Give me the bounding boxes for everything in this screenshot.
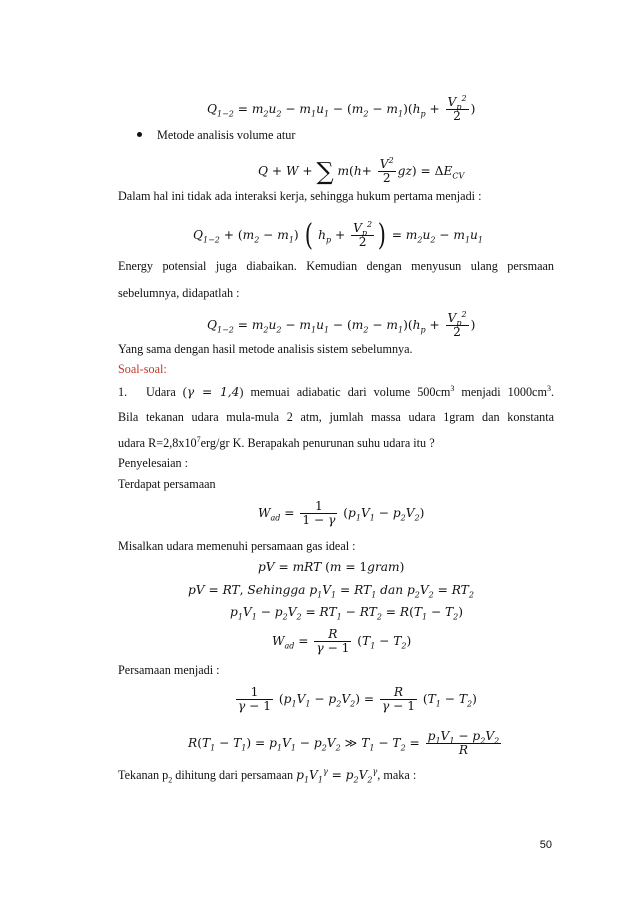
equation-first-law-simplified: $Q_{1-2} + (m_2 - m_1)$ ( $h_p$ + $\frac{V_p^2}{2}$ ) = $m_2u_2 - m_1u_1$	[193, 217, 483, 253]
bullet-method-text: Metode analisis volume atur	[157, 128, 296, 142]
paragraph-no-work: Dalam hal ini tidak ada interaksi kerja, sehingga hukum pertama menjadi :	[118, 189, 482, 203]
equation-state-relations: pV = RT, Sehingga $p_1V_1 = RT_1$ dan $p_2V_2 = RT_2$	[188, 583, 474, 600]
equation-becomes-label: Persamaan menjadi :	[118, 663, 220, 677]
equation-first-law-system: $Q_{1-2} = m_2u_2 - m_1u_1 - (m_2 - m_1)(h_p$ + $\frac{V_p^2}{2}$ )	[207, 93, 476, 123]
problem-line-2: Bila tekanan udara mula-mula 2 atm, jumlah massa udara 1gram dan konstanta	[118, 410, 554, 424]
equation-adiabatic-pressure: $p_1V_1^\gamma = p_2V_2^\gamma$	[296, 766, 378, 785]
page-number: 50	[539, 839, 552, 851]
paragraph-energy-line2: sebelumnya, didapatlah :	[118, 286, 240, 300]
gamma-value: γ = 1,4	[186, 385, 240, 399]
solution-label: Penyelesaian :	[118, 456, 189, 470]
equation-rearranged: $Q_{1-2} = m_2u_2 - m_1u_1 - (m_2 - m_1)(h_p$ + $\frac{V_p^2}{2}$ )	[207, 309, 476, 339]
bullet-point	[137, 132, 142, 137]
section-title-problems: Soal-soal:	[118, 362, 167, 376]
paragraph-energy-line1: Energy potensial juga diabaikan. Kemudian dengan menyusun ulang persmaan	[118, 259, 554, 273]
equation-difference: $p_1V_1 - p_2V_2 = RT_1 - RT_2 = R(T_1 - T_2)$	[230, 605, 464, 622]
paragraph-same-result: Yang sama dengan hasil metode analisis sistem sebelumnya.	[118, 342, 413, 356]
problem-line-1: Udara (γ = 1,4) memuai adiabatic dari volume $500cm^3$ menjadi $1000cm^3$.	[146, 383, 554, 399]
problem-line-3: udara $R=2,8x10^7erg/gr$ K. Berapakah penurunan suhu udara itu ?	[118, 434, 435, 450]
equation-combined: $\frac{1}{\gamma - 1}$ $(p_1V_1 - p_2V_2)$ = $\frac{R}{\gamma - 1}$ $(T_1 - T_2)$	[238, 685, 477, 713]
equation-temperature-drop: $R(T_1 - T_1) = p_1V_1 - p_2V_2$ ≫ $T_1 - T_2$ = $\frac{p_1V_1 - p_2V_2}{R}$	[188, 729, 500, 757]
equation-control-volume: Q + W + ∑ m(h+ $\frac{V^2}{2}$ $gz) = \Delta E_{CV}$	[258, 155, 465, 186]
equation-work-temperature: $W_{ad}$ = $\frac{R}{\gamma - 1}$ $(T_1 - T_2)$	[272, 627, 412, 655]
equation-adiabatic-work: $W_{ad}$ = $\frac{1}{1 - \gamma}$ $(p_1V_1 - p_2V_2)$	[258, 499, 425, 527]
problem-number: 1.	[118, 385, 128, 399]
ideal-gas-text: Misalkan udara memenuhi persamaan gas ideal :	[118, 539, 356, 553]
pressure-text: Tekanan $p_2$ dihitung dari persamaan $p_1V_1^\gamma = p_2V_2^\gamma$, maka :	[118, 766, 417, 785]
given-label: Terdapat persamaan	[118, 477, 216, 491]
equation-ideal-gas: pV = mRT (m = 1gram)	[258, 560, 405, 574]
